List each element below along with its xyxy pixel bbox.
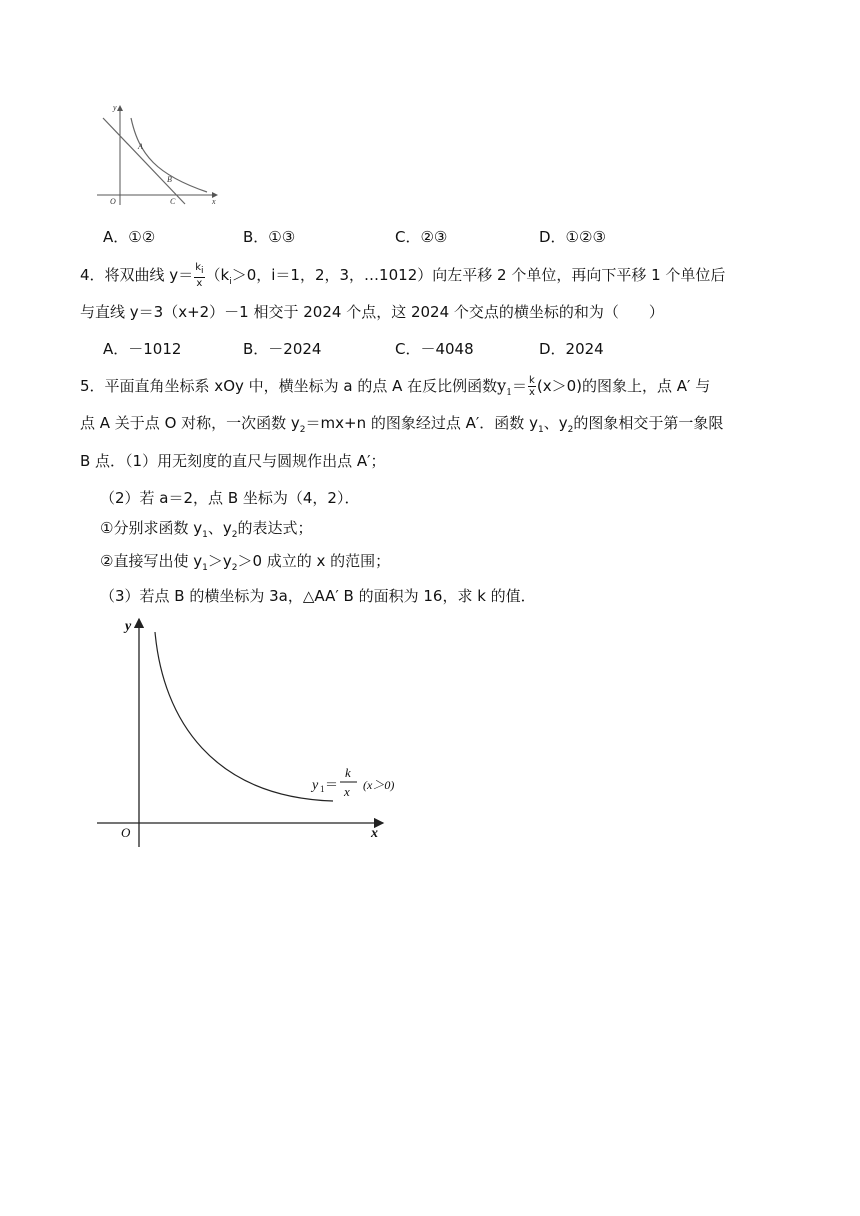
fig2-curve-den: x <box>344 784 350 799</box>
figure-inverse-function-graph <box>95 615 415 850</box>
q5-line2-sub: 2 <box>299 425 306 435</box>
q5-line-6 <box>100 551 390 578</box>
q5-line6-a: ②直接写出使 y <box>100 552 203 570</box>
q5-line5-b: 、y <box>207 519 232 537</box>
fig1-b-label: B <box>167 175 172 184</box>
q5-line-1 <box>80 375 710 403</box>
q5-line2-b: ＝mx+n 的图象经过点 A′．函数 y <box>305 414 538 432</box>
q5-stem-start: 5．平面直角坐标系 xOy 中，横坐标为 a 的点 A 在反比例函数 <box>80 377 498 395</box>
fig2-curve-cond: (x＞0) <box>363 778 395 792</box>
fig1-c-label: C <box>170 197 176 206</box>
q5-line6-sub2: 2 <box>231 563 238 573</box>
q4-option-a: A．－1012 <box>103 340 182 358</box>
q3-option-b: B．①③ <box>243 228 296 246</box>
q5-func-eq: ＝ <box>511 377 527 395</box>
fig2-o-label: O <box>121 825 131 840</box>
fig2-curve-sub: 1 <box>320 784 325 794</box>
q5-func-sub: 1 <box>506 388 512 398</box>
q5-line2-sub2: 2 <box>567 425 574 435</box>
q5-func-cond: (x＞0) <box>536 377 583 395</box>
figure-hyperbola-line <box>95 100 225 210</box>
q5-line5-c: 的表达式； <box>237 519 313 537</box>
q3-option-c: C．②③ <box>395 228 448 246</box>
q5-line5-a: ①分别求函数 y <box>100 519 203 537</box>
q4-line-2: 与直线 y＝3（x+2）－1 相交于 2024 个点，这 2024 个交点的横坐标的和为（ ） <box>80 303 664 321</box>
q4-option-b: B．－2024 <box>243 340 322 358</box>
fig1-a-label: A <box>138 142 143 151</box>
q5-line5-sub2: 2 <box>231 530 238 540</box>
q5-fraction <box>528 375 536 398</box>
q3-option-d: D．①②③ <box>539 228 606 246</box>
q4-option-c: C．－4048 <box>395 340 474 358</box>
fig2-y-label: y <box>125 619 132 634</box>
q5-line-3: B 点．（1）用无刻度的直尺与圆规作出点 A′； <box>80 452 386 470</box>
q4-fraction <box>194 262 204 289</box>
q5-frac-num: k <box>529 375 535 386</box>
q5-line5-sub1: 1 <box>202 530 208 540</box>
fig2-curve-eq: ＝ <box>325 777 339 792</box>
q5-func-y: y <box>497 376 507 395</box>
q5-line-7: （3）若点 B 的横坐标为 3a，△AA′ B 的面积为 16，求 k 的值． <box>100 587 536 605</box>
q5-frac-den: x <box>528 387 535 398</box>
q4-stem-start: 4．将双曲线 y＝ <box>80 266 194 284</box>
q5-line2-a: 点 A 关于点 O 对称，一次函数 y <box>80 414 300 432</box>
q3-option-a: A．①② <box>103 228 156 246</box>
fig1-y-label: y <box>113 103 117 112</box>
q4-option-d: D．2024 <box>539 340 604 358</box>
q5-line-4: （2）若 a＝2，点 B 坐标为（4，2）． <box>100 489 360 507</box>
q5-line6-sub1: 1 <box>202 563 208 573</box>
q4-k: （k <box>205 266 230 284</box>
q4-frac-den: x <box>196 278 203 289</box>
fig2-curve-y: y <box>312 778 319 793</box>
fig2-curve-num: k <box>345 765 351 780</box>
q5-line-2 <box>80 413 723 440</box>
hyperbola-curve <box>155 632 333 801</box>
q4-frac-num: k <box>195 262 201 273</box>
fig1-x-label: x <box>212 197 216 206</box>
fig2-x-label: x <box>371 826 378 841</box>
q4-frac-num-sub: i <box>201 266 204 276</box>
q5-line2-sub1: 1 <box>537 425 544 435</box>
q4-k-sub: i <box>229 277 232 287</box>
q4-line-1 <box>80 262 725 292</box>
q5-stem-rest: 的图象上，点 A′ 与 <box>582 377 711 395</box>
q5-line6-c: ＞0 成立的 x 的范围； <box>237 552 391 570</box>
straight-line <box>103 118 185 204</box>
q5-line2-d: 的图象相交于第一象限 <box>573 414 724 432</box>
q4-stem-rest: ＞0，i＝1，2，3，…1012）向左平移 2 个单位，再向下平移 1 个单位后 <box>231 266 726 284</box>
q5-line2-c: 、y <box>543 414 568 432</box>
q5-line6-b: ＞y <box>207 552 232 570</box>
fig1-o-label: O <box>110 197 116 206</box>
q5-line-5 <box>100 518 312 545</box>
